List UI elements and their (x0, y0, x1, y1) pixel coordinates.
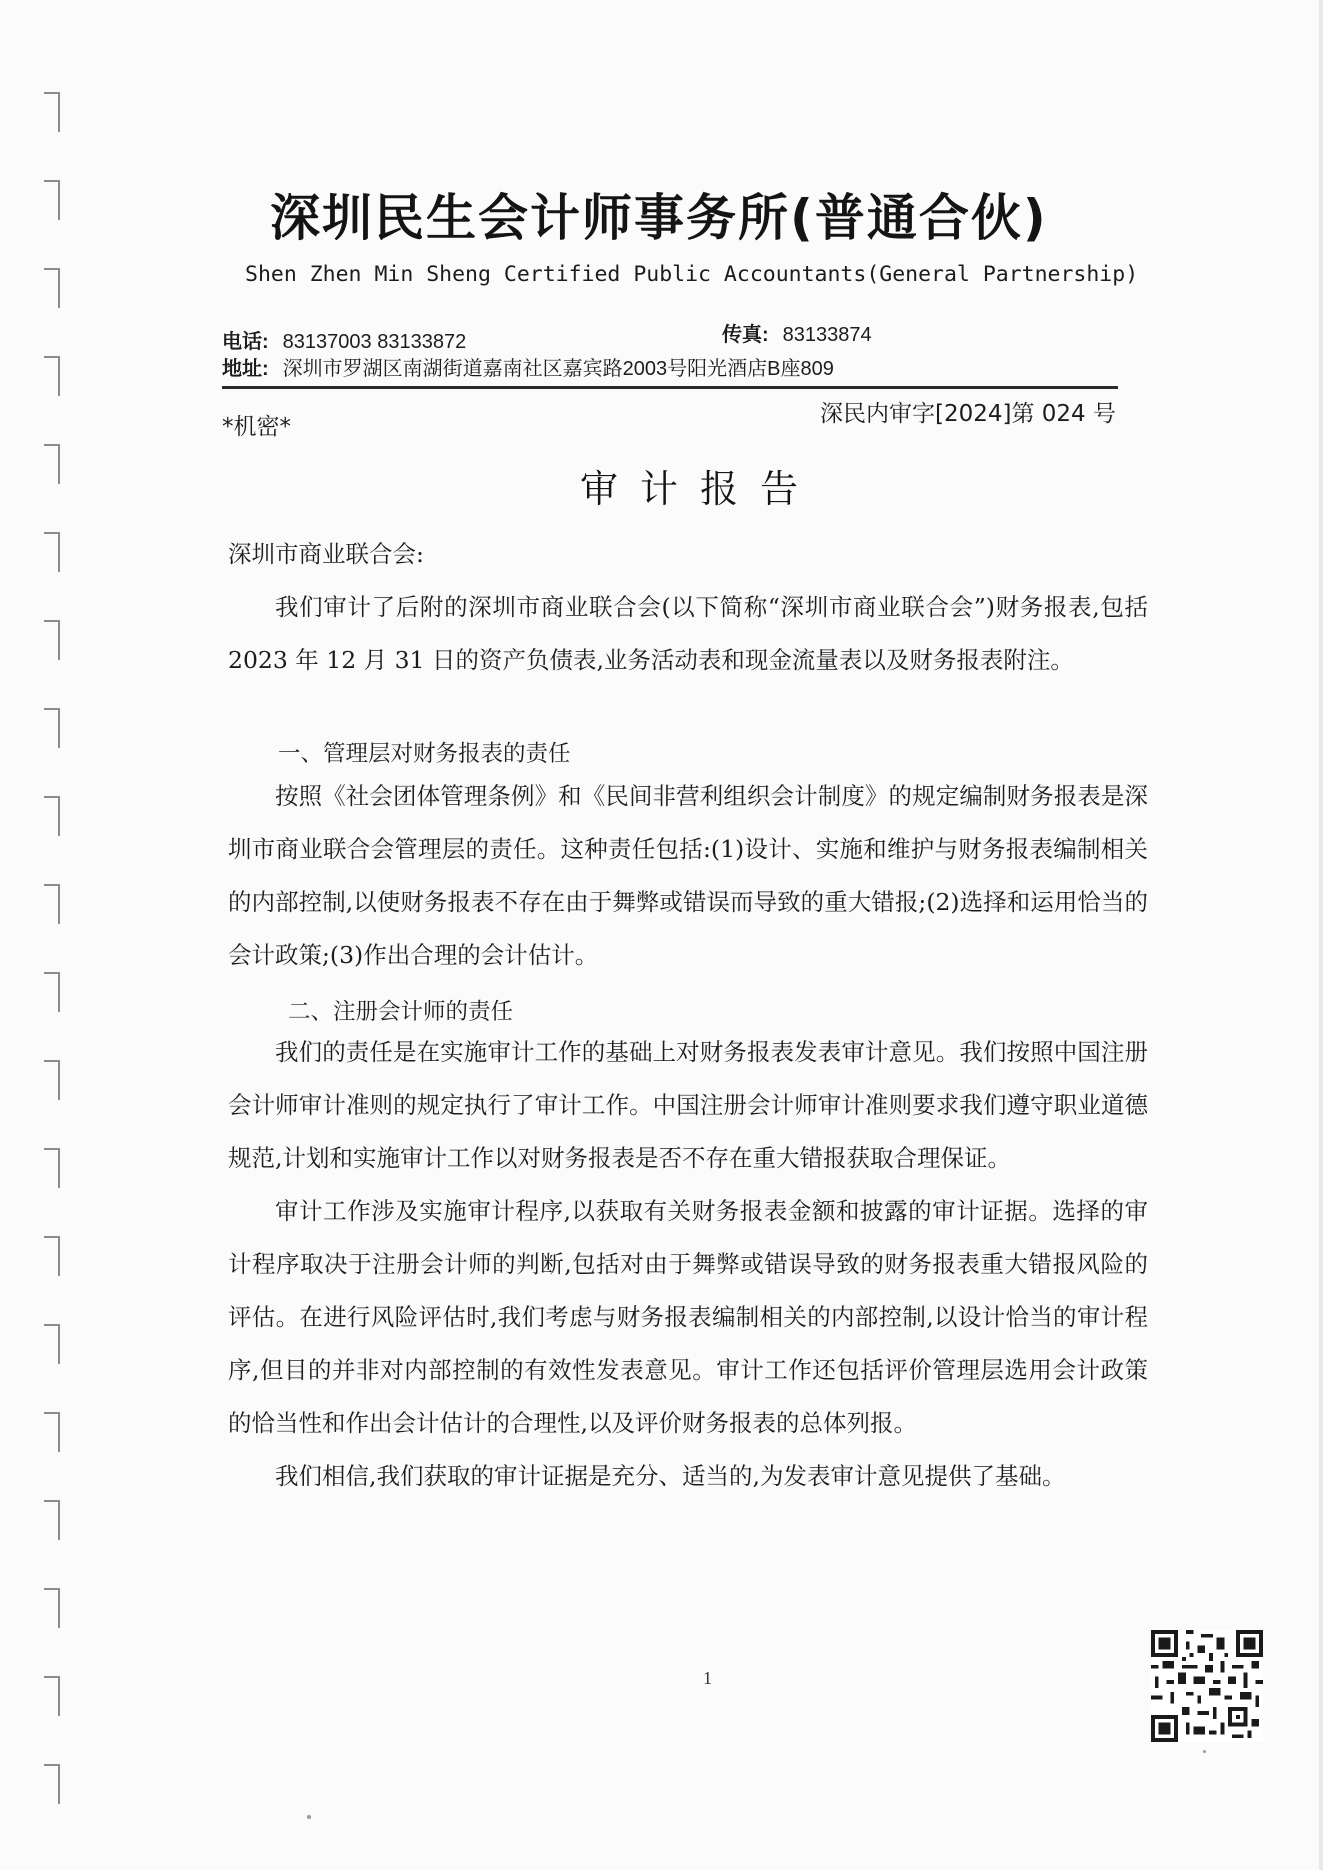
phone-line (222, 325, 466, 354)
fax-value: 83133874 (782, 324, 872, 346)
opening-block (228, 528, 1148, 687)
report-title: 审计报告 (580, 467, 821, 511)
section1-block (228, 770, 1148, 982)
page-number: 1 (703, 1668, 712, 1688)
scan-speck (307, 1815, 311, 1819)
address-value: 深圳市罗湖区南湖街道嘉南社区嘉宾路2003号阳光酒店B座809 (282, 358, 834, 380)
section1-heading: 一、管理层对财务报表的责任 (278, 741, 571, 767)
document-number: 深民内审字[2024]第 024 号 (820, 401, 1117, 427)
address-label: 地址: (222, 358, 269, 380)
section2-block (228, 1026, 1148, 1503)
intro-paragraph: 我们审计了后附的深圳市商业联合会(以下简称“深圳市商业联合会”)财务报表,包括 2023 年 12 月 31 日的资产负债表,业务活动表和现金流量表以及财务报表附注。 (228, 593, 1148, 674)
section2-paragraph-1: 我们的责任是在实施审计工作的基础上对财务报表发表审计意见。我们按照中国注册会计师审计准则的规定执行了审计工作。中国注册会计师审计准则要求我们遵守职业道德规范,计划和实施审计工作以对财务报表是否不存在重大错报获取合理保证。 (228, 1038, 1148, 1172)
confidential-mark: *机密* (222, 414, 291, 440)
fax-label: 传真: (722, 324, 769, 346)
firm-name-cn: 深圳民生会计师事务所(普通合伙) (270, 189, 1048, 247)
address-line (222, 352, 834, 381)
scan-edge (1319, 0, 1323, 1870)
addressee: 深圳市商业联合会: (228, 540, 424, 568)
phone-label: 电话: (222, 331, 269, 353)
binding-margin-marks (0, 0, 80, 1870)
section1-paragraph: 按照《社会团体管理条例》和《民间非营利组织会计制度》的规定编制财务报表是深圳市商业联合会管理层的责任。这种责任包括:(1)设计、实施和维护与财务报表编制相关的内部控制,以使财务报表不存在由于舞弊或错误而导致的重大错报;(2)选择和运用恰当的会计政策;(3)作出合理的会计估计。 (228, 782, 1148, 969)
phone-value: 83137003 83133872 (282, 331, 467, 353)
section2-paragraph-3: 我们相信,我们获取的审计证据是充分、适当的,为发表审计意见提供了基础。 (275, 1462, 1066, 1490)
qr-code-icon (1151, 1630, 1263, 1742)
letterhead-rule (222, 386, 1118, 389)
section2-paragraph-2: 审计工作涉及实施审计程序,以获取有关财务报表金额和披露的审计证据。选择的审计程序取决于注册会计师的判断,包括对由于舞弊或错误导致的财务报表重大错报风险的评估。在进行风险评估时,我们考虑与财务报表编制相关的内部控制,以设计恰当的审计程序,但目的并非对内部控制的有效性发表意见。审计工作还包括评价管理层选用会计政策的恰当性和作出会计估计的合理性,以及评价财务报表的总体列报。 (228, 1197, 1148, 1437)
section2-heading: 二、注册会计师的责任 (288, 999, 514, 1025)
fax-line (722, 318, 872, 347)
firm-name-en: Shen Zhen Min Sheng Certified Public Accountants(General Partnership) (245, 262, 1139, 287)
scan-speck (1203, 1750, 1206, 1753)
